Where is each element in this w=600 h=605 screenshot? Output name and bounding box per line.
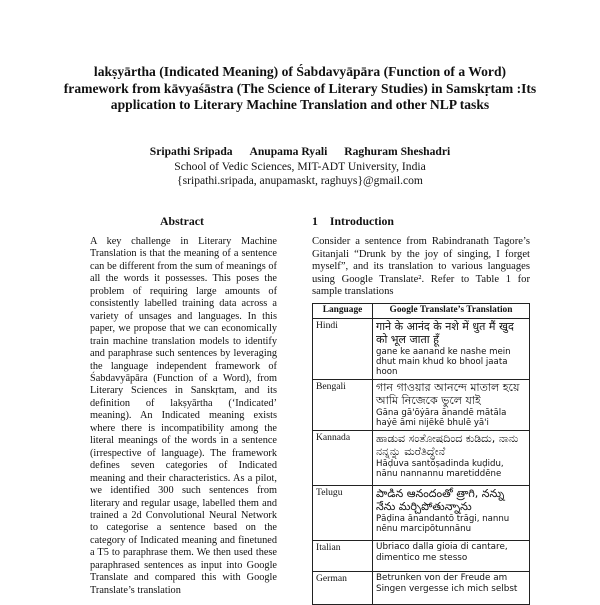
translation-text: Betrunken von der Freude am Singen vergesse ich mich selbst	[376, 572, 518, 594]
section-number: 1	[312, 214, 318, 228]
language-cell: Kannada	[313, 430, 373, 485]
native-script: গান গাওয়ার আনন্দে মাতাল হয়ে আমি নিজেকে ভুলে যাই	[376, 380, 520, 407]
translation-cell	[373, 485, 530, 540]
table-header: Google Translate’s Translation	[373, 304, 530, 319]
translation-cell	[373, 379, 530, 430]
translation-cell	[373, 571, 530, 604]
transliteration: Hāḍuva santōṣadinda kuḍidu, nānu nannannu maretiddēne	[376, 458, 504, 479]
translation-cell	[373, 540, 530, 571]
language-cell: Telugu	[313, 485, 373, 540]
paper-title: lakṣyārtha (Indicated Meaning) of Śabdavyāpāra (Function of a Word) framework from kāvyaśāstra (The Science of Literary Studies) in Samskṛtam :Its application to Literary Machine Translation and other NLP tasks	[63, 64, 537, 113]
transliteration: gane ke aanand ke nashe mein dhut main khud ko bhool jaata hoon	[376, 346, 511, 378]
transliteration: Gāna gā'ōẏāra ānandē mātāla haẏē āmi nijēkē bhulē yā'i	[376, 407, 507, 429]
translation-cell	[373, 430, 530, 485]
table-header: Language	[313, 304, 373, 319]
author-name: Sripathi Sripada	[149, 145, 233, 158]
translation-cell	[373, 318, 530, 379]
native-script: పాడిన ఆనందంతో త్రాగి, నన్ను నేను మర్చిపోతున్నాను	[376, 486, 505, 513]
emails: {sripathi.sripada, anupamaskt, raghuys}@gmail.com	[177, 174, 423, 187]
language-cell: Italian	[313, 540, 373, 571]
section-title: Introduction	[329, 214, 394, 228]
transliteration: Pāḍina ānandantō trāgi, nannu nēnu marcipōtunnānu	[376, 513, 510, 534]
table-row	[313, 540, 530, 571]
abstract-heading: Abstract	[160, 214, 204, 228]
affiliation: School of Vedic Sciences, MIT-ADT University, India	[174, 159, 426, 173]
table-header-row	[313, 304, 530, 319]
native-script: ಹಾಡುವ ಸಂತೋಷದಿಂದ ಕುಡಿದು, ನಾನು ನನ್ನನ್ನು ಮರೆತಿದ್ದೇನೆ	[376, 431, 519, 458]
table-row	[313, 430, 530, 485]
language-cell: German	[313, 571, 373, 604]
translation-table	[312, 303, 530, 605]
introduction-heading	[312, 214, 394, 229]
table-row	[313, 485, 530, 540]
table-row	[313, 571, 530, 604]
translation-text: Ubriaco dalla gioia di cantare, dimentico me stesso	[376, 541, 508, 563]
author-name: Raghuram Sheshadri	[344, 145, 451, 158]
native-script: गाने के आनंद के नशे में धुत मैं खुद को भूल जाता हूँ	[376, 319, 514, 346]
language-cell: Hindi	[313, 318, 373, 379]
introduction-text: Consider a sentence from Rabindranath Tagore’s Gitanjali “Drunk by the joy of singing, I forget myself”, and its translation to various languages using Google Translate². Refer to Table 1 for sample translations	[312, 236, 530, 298]
table-row	[313, 318, 530, 379]
abstract-text: A key challenge in Literary Machine Translation is that the meaning of a sentence can be different from the sum of meanings of all the words it possesses. This poses the problem of requiring large amounts of consistently labelled training data across a variety of unsages and languages. In this paper, we propose that we can economically train machine translation models to identify and paraphrase such sentences by leveraging the language independent framework of Śabdavyāpāra (Function of a Word), from Literary Sciences in Sanskṛtam, and its definition of lakṣyārtha (‘Indicated’ meaning). An Indicated meaning exists where there is incompatibility among the literal meanings of the words in a sentence (irrespective of language). The framework defines seven categories of Indicated meaning and their characteristics. As a pilot, we identified 300 such sentences from literary and regular usage, labelled them and trained a 2d Convolutional Neural Network to categorise a sentence based on the category of Indicated meaning and finetuned a T5 to paraphrase them. We then used these paraphrased sentences as input into Google Translate and compared this with Google Translate’s translation	[90, 236, 277, 596]
language-cell: Bengali	[313, 379, 373, 430]
author-block	[60, 145, 540, 189]
author-names	[60, 145, 540, 160]
table-row	[313, 379, 530, 430]
author-name: Anupama Ryali	[249, 145, 328, 158]
